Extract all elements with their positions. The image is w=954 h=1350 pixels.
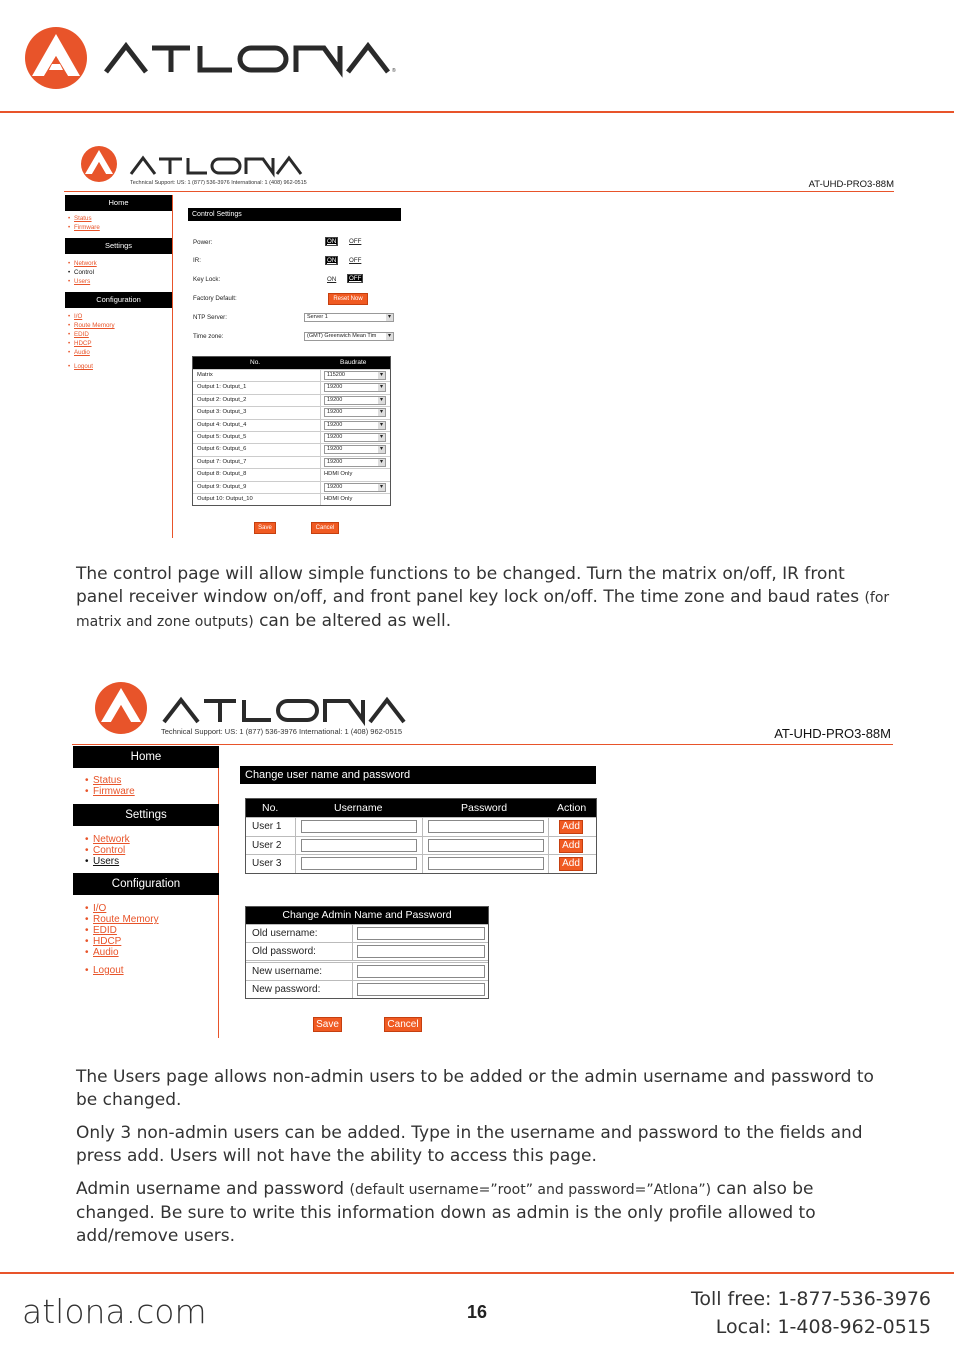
admin-table-title: Change Admin Name and Password bbox=[246, 907, 488, 924]
ntp-server-label: NTP Server: bbox=[193, 314, 227, 321]
user-row bbox=[246, 836, 596, 855]
new-username-label: New username: bbox=[252, 966, 323, 977]
baudrate-select[interactable]: 19200 ▾ bbox=[324, 433, 386, 442]
web-ui-header bbox=[64, 140, 894, 192]
new-username-input[interactable] bbox=[357, 965, 485, 978]
sidebar-item-edid[interactable]: • EDID bbox=[74, 331, 89, 338]
baudrate-select[interactable]: 19200 ▾ bbox=[324, 483, 386, 492]
sidebar-home[interactable]: Home bbox=[73, 746, 219, 768]
sidebar-item-firmware[interactable]: • Firmware bbox=[74, 224, 100, 231]
keylock-label: Key Lock: bbox=[193, 276, 221, 283]
output-name: Output 3: Output_3 bbox=[197, 409, 247, 416]
baudrate-row bbox=[193, 394, 390, 406]
admin-default-note: (default username=”root” and password=”Atlona”) bbox=[349, 1182, 712, 1198]
output-name: Output 4: Output_4 bbox=[197, 421, 247, 428]
baudrate-row bbox=[193, 456, 390, 468]
description-text-end: can be altered as well. bbox=[253, 611, 452, 631]
baudrate-select[interactable]: 19200 ▾ bbox=[324, 421, 386, 430]
atlona-logo bbox=[79, 144, 329, 184]
username-input[interactable] bbox=[301, 839, 417, 852]
control-settings-screenshot bbox=[64, 140, 894, 540]
output-name: Output 7: Output_7 bbox=[197, 458, 247, 465]
admin-text-end: can also be changed. Be sure to write this information down as admin is the only profile allowed to add/remove users. bbox=[76, 1179, 816, 1246]
admin-table bbox=[245, 906, 489, 999]
add-user-button[interactable]: Add bbox=[559, 820, 583, 834]
baudrate-row bbox=[193, 406, 390, 418]
web-ui-header bbox=[72, 676, 893, 745]
username-input[interactable] bbox=[301, 820, 417, 833]
col-baudrate-header: Baudrate bbox=[340, 359, 367, 366]
sidebar-item-status[interactable]: • Status bbox=[74, 215, 92, 222]
description-text: The control page will allow simple functions to be changed. Turn the matrix on/off, IR front panel receiver window on/off, and front panel key lock on/off. The time zone and baud rates bbox=[76, 564, 865, 607]
sidebar-home[interactable]: Home bbox=[65, 195, 172, 211]
baudrate-select[interactable]: 19200 ▾ bbox=[324, 408, 386, 417]
admin-credentials-description bbox=[76, 1178, 896, 1248]
col-action-header: Action bbox=[557, 802, 587, 814]
col-username-header: Username bbox=[334, 802, 383, 814]
sidebar-settings: Settings bbox=[73, 804, 219, 826]
old-password-label: Old password: bbox=[252, 946, 316, 957]
sidebar-item-logout[interactable]: • Logout bbox=[93, 965, 124, 976]
footer-rule bbox=[0, 1272, 954, 1274]
description-note: (for matrix and zone outputs) bbox=[76, 590, 890, 630]
user-number: User 2 bbox=[252, 839, 282, 851]
old-password-input[interactable] bbox=[357, 945, 485, 958]
power-label: Power: bbox=[193, 239, 213, 246]
old-username-row bbox=[246, 924, 488, 942]
time-zone-label: Time zone: bbox=[193, 333, 224, 340]
factory-default-label: Factory Default: bbox=[193, 295, 237, 302]
sidebar-item-io[interactable]: • I/O bbox=[93, 903, 106, 914]
users-table bbox=[245, 798, 597, 874]
old-password-row bbox=[246, 942, 488, 960]
control-settings-title: Control Settings bbox=[188, 208, 401, 221]
baudrate-select[interactable]: 19200 ▾ bbox=[324, 383, 386, 392]
baudrate-row bbox=[193, 493, 390, 505]
baudrate-row bbox=[193, 431, 390, 443]
baudrate-select[interactable]: 115200 ▾ bbox=[324, 371, 386, 380]
password-input[interactable] bbox=[428, 857, 544, 870]
model-name: AT-UHD-PRO3-88M bbox=[774, 726, 891, 741]
baudrate-table bbox=[192, 356, 391, 506]
ir-off-toggle[interactable]: OFF bbox=[349, 257, 362, 264]
col-no-header: No. bbox=[250, 359, 261, 366]
new-password-row bbox=[246, 980, 488, 998]
power-off-toggle[interactable]: OFF bbox=[349, 238, 362, 245]
sidebar-item-users[interactable]: • Users bbox=[93, 856, 119, 867]
sidebar-item-route-memory[interactable]: • Route Memory bbox=[74, 322, 115, 329]
sidebar-item-io[interactable]: • I/O bbox=[74, 313, 82, 320]
keylock-off-toggle[interactable]: OFF bbox=[349, 275, 362, 282]
non-admin-users-description: Only 3 non-admin users can be added. Type in the username and password to the fields and press add. Users will not have the ability to access this page. bbox=[76, 1123, 863, 1166]
output-name: Output 6: Output_6 bbox=[197, 446, 247, 453]
old-username-input[interactable] bbox=[357, 927, 485, 940]
new-username-row bbox=[246, 962, 488, 980]
output-name: Output 8: Output_8 bbox=[197, 471, 247, 478]
header-rule bbox=[0, 111, 954, 113]
baudrate-select[interactable]: 19200 ▾ bbox=[324, 396, 386, 405]
sidebar-item-hdcp[interactable]: • HDCP bbox=[93, 936, 121, 947]
old-username-label: Old username: bbox=[252, 928, 318, 939]
output-name: Matrix bbox=[197, 372, 213, 378]
sidebar-item-status[interactable]: • Status bbox=[93, 775, 121, 786]
user-number: User 3 bbox=[252, 858, 282, 869]
add-user-button[interactable]: Add bbox=[559, 839, 583, 853]
user-number: User 1 bbox=[252, 821, 282, 832]
output-name: Output 9: Output_9 bbox=[197, 483, 247, 490]
sidebar-item-users[interactable]: • Users bbox=[74, 278, 90, 285]
footer-website: atlona.com bbox=[22, 1292, 207, 1331]
password-input[interactable] bbox=[428, 820, 544, 833]
new-password-input[interactable] bbox=[357, 983, 485, 996]
admin-text: Admin username and password bbox=[76, 1179, 350, 1199]
sidebar-item-route-memory[interactable]: • Route Memory bbox=[93, 914, 159, 925]
save-button[interactable]: Save bbox=[254, 522, 276, 534]
sidebar-item-network[interactable]: • Network bbox=[93, 834, 130, 845]
baudrate-row bbox=[193, 381, 390, 393]
keylock-on-toggle[interactable]: ON bbox=[327, 276, 337, 283]
ir-on-toggle[interactable]: ON bbox=[327, 257, 337, 264]
baudrate-value: HDMI Only bbox=[324, 471, 353, 478]
atlona-logo bbox=[22, 24, 442, 99]
user-row bbox=[246, 854, 596, 873]
cancel-button[interactable]: Cancel bbox=[384, 1017, 422, 1032]
power-on-toggle[interactable]: ON bbox=[327, 238, 337, 245]
output-name: Output 2: Output_2 bbox=[197, 396, 247, 403]
baudrate-row bbox=[193, 481, 390, 493]
output-name: Output 10: Output_10 bbox=[197, 495, 253, 502]
sidebar bbox=[64, 195, 173, 538]
baudrate-select[interactable]: 19200 ▾ bbox=[324, 445, 386, 454]
password-input[interactable] bbox=[428, 839, 544, 852]
col-no-header: No. bbox=[262, 802, 279, 814]
save-button[interactable]: Save bbox=[313, 1017, 342, 1032]
baudrate-row bbox=[193, 443, 390, 455]
ir-label: IR: bbox=[193, 257, 201, 264]
output-name: Output 5: Output_5 bbox=[197, 433, 247, 440]
add-user-button[interactable]: Add bbox=[559, 857, 583, 871]
sidebar-item-logout[interactable]: • Logout bbox=[74, 363, 93, 370]
reset-now-button[interactable]: Reset Now bbox=[328, 293, 368, 305]
change-user-title: Change user name and password bbox=[240, 766, 596, 784]
sidebar-configuration: Configuration bbox=[65, 292, 172, 308]
baudrate-value: HDMI Only bbox=[324, 495, 353, 502]
sidebar-item-hdcp[interactable]: • HDCP bbox=[74, 340, 92, 347]
time-zone-select[interactable]: (GMT) Greenwich Mean Tim ▾ bbox=[304, 332, 394, 341]
sidebar-item-network[interactable]: • Network bbox=[74, 260, 97, 267]
model-name: AT-UHD-PRO3-88M bbox=[808, 179, 894, 190]
users-page-description: The Users page allows non-admin users to be added or the admin username and password to be changed. bbox=[76, 1067, 874, 1110]
footer-local-phone: Local: 1-408-962-0515 bbox=[715, 1316, 931, 1338]
baudrate-table-header bbox=[193, 357, 390, 369]
sidebar-item-control[interactable]: • Control bbox=[93, 845, 125, 856]
sidebar-item-audio[interactable]: • Audio bbox=[93, 947, 119, 958]
sidebar-item-edid[interactable]: • EDID bbox=[93, 925, 117, 936]
support-info: Technical Support: US: 1 (877) 536-3976 International: 1 (408) 962-0515 bbox=[130, 180, 307, 186]
baudrate-row bbox=[193, 468, 390, 480]
output-name: Output 1: Output_1 bbox=[197, 384, 247, 391]
support-info: Technical Support: US: 1 (877) 536-3976 International: 1 (408) 962-0515 bbox=[161, 727, 402, 736]
baudrate-row bbox=[193, 369, 390, 381]
sidebar-item-audio[interactable]: • Audio bbox=[74, 349, 90, 356]
users-table-header bbox=[246, 799, 596, 817]
page-number: 16 bbox=[466, 1302, 488, 1322]
new-password-label: New password: bbox=[252, 984, 321, 995]
sidebar-item-firmware[interactable]: • Firmware bbox=[93, 786, 135, 797]
sidebar bbox=[72, 746, 219, 1038]
baudrate-select[interactable]: 19200 ▾ bbox=[324, 458, 386, 467]
username-input[interactable] bbox=[301, 857, 417, 870]
control-page-description bbox=[76, 563, 896, 634]
sidebar-configuration: Configuration bbox=[73, 873, 219, 895]
col-password-header: Password bbox=[461, 802, 508, 814]
svg-text:®: ® bbox=[392, 68, 396, 74]
sidebar-item-control[interactable]: • Control bbox=[74, 269, 94, 276]
users-screenshot bbox=[72, 676, 894, 1041]
ntp-server-select[interactable]: Server 1 ▾ bbox=[304, 313, 394, 322]
cancel-button[interactable]: Cancel bbox=[311, 522, 339, 534]
user-row bbox=[246, 817, 596, 836]
sidebar-settings: Settings bbox=[65, 238, 172, 254]
baudrate-row bbox=[193, 419, 390, 431]
footer-toll-free: Toll free: 1-877-536-3976 bbox=[690, 1288, 931, 1310]
